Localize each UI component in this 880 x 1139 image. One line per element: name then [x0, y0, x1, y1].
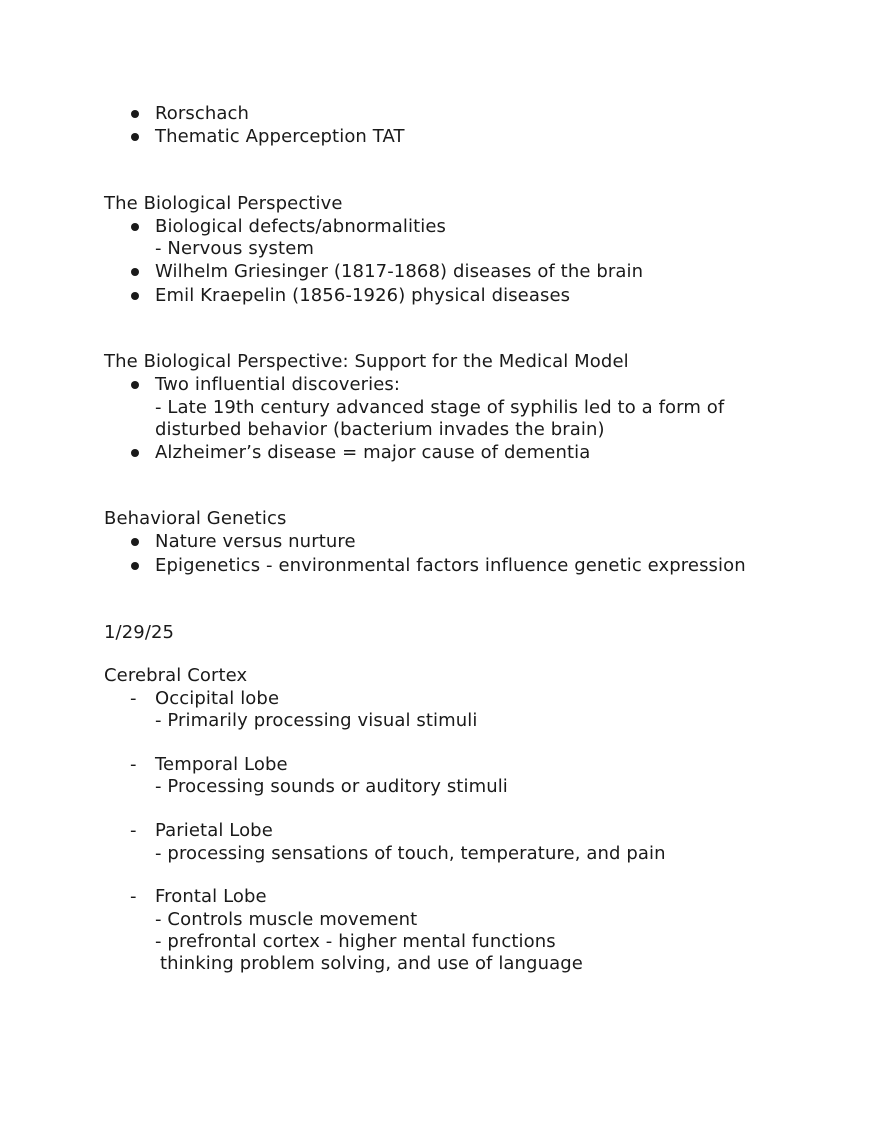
list-item: Wilhelm Griesinger (1817-1868) diseases of the brain — [155, 261, 644, 282]
list-item: Thematic Apperception TAT — [155, 126, 405, 147]
list-subitem: - processing sensations of touch, temperature, and pain — [155, 843, 666, 864]
list-subitem: - Late 19th century advanced stage of syphilis led to a form of — [155, 397, 725, 418]
bullet-icon — [131, 110, 139, 118]
bullet-icon — [131, 292, 139, 300]
list-item: Parietal Lobe — [155, 820, 273, 841]
list-item: Temporal Lobe — [155, 754, 288, 775]
list-item: Frontal Lobe — [155, 886, 267, 907]
list-subitem: - Controls muscle movement — [155, 909, 418, 930]
dash-marker: - — [130, 886, 137, 907]
list-subitem: - prefrontal cortex - higher mental functions — [155, 931, 556, 952]
list-item: Alzheimer’s disease = major cause of dementia — [155, 442, 591, 463]
list-item: Rorschach — [155, 103, 250, 124]
bullet-icon — [131, 562, 139, 570]
bullet-icon — [131, 223, 139, 231]
bullet-icon — [131, 381, 139, 389]
list-item: Biological defects/abnormalities — [155, 216, 446, 237]
dash-marker: - — [130, 820, 137, 841]
date-label: 1/29/25 — [104, 622, 175, 643]
list-item: Epigenetics - environmental factors influence genetic expression — [155, 555, 746, 576]
dash-marker: - — [130, 754, 137, 775]
list-subitem: - Processing sounds or auditory stimuli — [155, 776, 508, 797]
bullet-icon — [131, 268, 139, 276]
section-heading: The Biological Perspective: Support for the Medical Model — [104, 351, 629, 372]
section-heading: The Biological Perspective — [104, 193, 343, 214]
section-heading: Behavioral Genetics — [104, 508, 287, 529]
bullet-icon — [131, 449, 139, 457]
list-subitem: - Nervous system — [155, 238, 315, 259]
bullet-icon — [131, 538, 139, 546]
list-subitem: thinking problem solving, and use of language — [160, 953, 583, 974]
list-subitem: disturbed behavior (bacterium invades the brain) — [155, 419, 605, 440]
list-subitem: - Primarily processing visual stimuli — [155, 710, 478, 731]
list-item: Nature versus nurture — [155, 531, 356, 552]
list-item: Emil Kraepelin (1856-1926) physical diseases — [155, 285, 571, 306]
dash-marker: - — [130, 688, 137, 709]
bullet-icon — [131, 133, 139, 141]
list-item: Occipital lobe — [155, 688, 280, 709]
list-item: Two influential discoveries: — [155, 374, 401, 395]
section-heading: Cerebral Cortex — [104, 665, 248, 686]
